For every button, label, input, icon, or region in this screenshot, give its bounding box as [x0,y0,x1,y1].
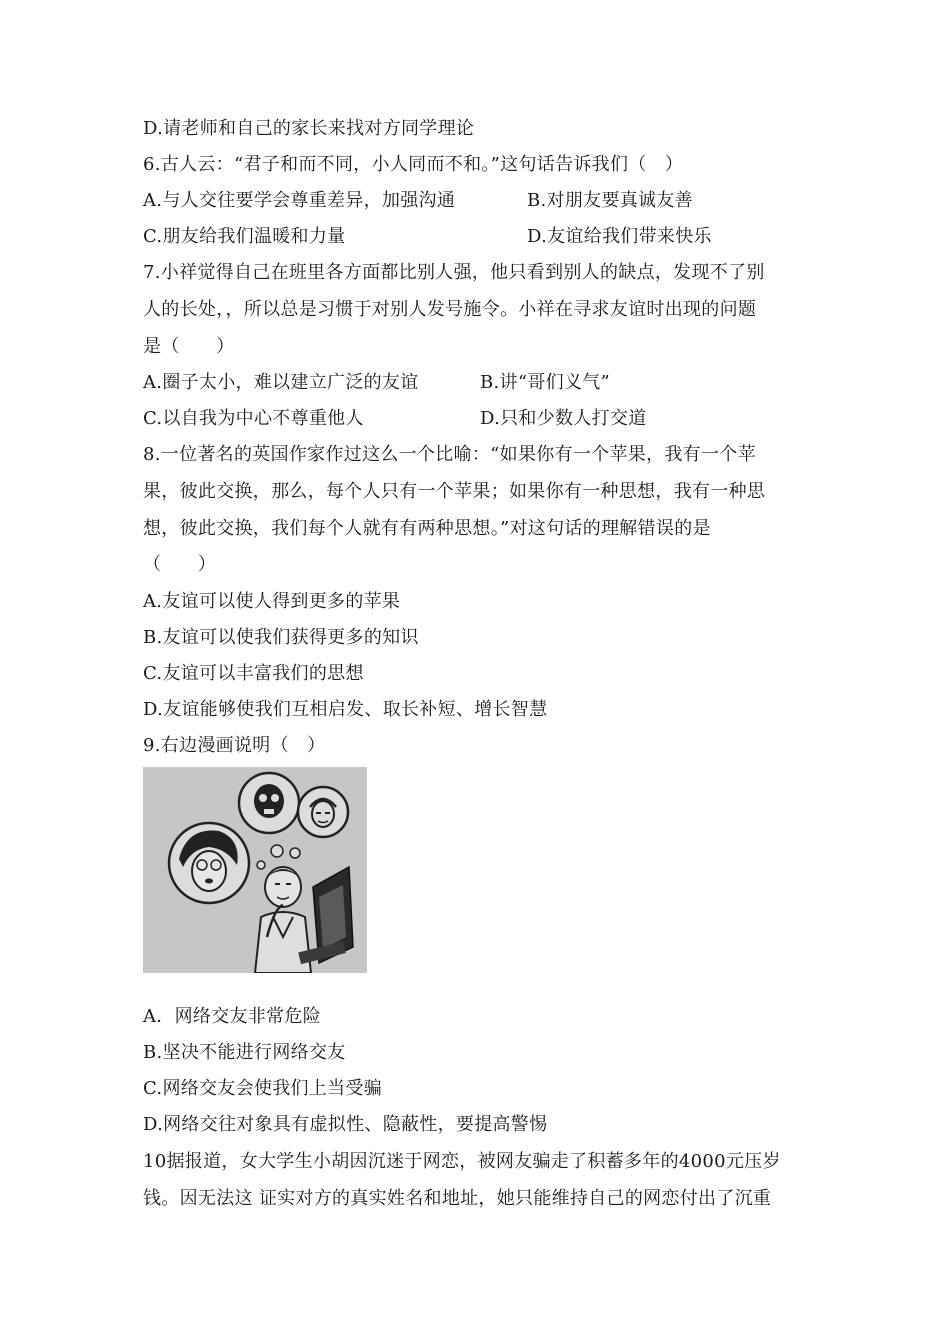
q7-stem-line2: 人的长处，，所以总是习惯于对别人发号施令。小祥在寻求友谊时出现的问题 [143,299,757,320]
thought-bubble-face [298,787,348,837]
q6-option-c: C.朋友给我们温暖和力量 [143,226,346,247]
q6-option-b: B.对朋友要真诚友善 [527,190,693,211]
q8-stem-line3: 想，彼此交换，我们每个人就有有两种思想。”对这句话的理解错误的是 [143,518,711,539]
q7-stem-line1: 7.小祥觉得自己在班里各方面都比别人强，他只看到别人的缺点，发现不了别 [143,262,765,283]
man-head [265,867,301,907]
q10-stem-line2: 钱。因无法这 证实对方的真实姓名和地址，她只能维持自己的网恋付出了沉重 [143,1188,772,1209]
q7-option-c: C.以自我为中心不尊重他人 [143,408,364,429]
q9-option-d: D.网络交往对象具有虚拟性、隐蔽性，要提高警惕 [143,1114,548,1135]
q8-stem-line2: 果，彼此交换，那么，每个人只有一个苹果；如果你有一种思想，我有一种思 [143,481,766,502]
q6-stem: 6.古人云：“君子和而不同，小人同而不和。”这句话告诉我们（ ） [143,154,684,175]
q5-option-d: D.请老师和自己的家长来找对方同学理论 [143,118,475,139]
q8-option-d: D.友谊能够使我们互相启发、取长补短、增长智慧 [143,699,548,720]
q7-stem-line3: 是（ ） [143,336,235,357]
q6-option-d: D.友谊给我们带来快乐 [527,226,712,247]
q8-stem-line4: （ ） [143,554,217,575]
q8-option-a: A.友谊可以使人得到更多的苹果 [143,591,401,612]
q9-option-b: B.坚决不能进行网络交友 [143,1042,346,1063]
q9-option-a: A．网络交友非常危险 [143,1006,321,1027]
q8-stem-line1: 8.一位著名的英国作家作过这么一个比喻：“如果你有一个苹果，我有一个苹 [143,444,756,465]
q9-stem: 9.右边漫画说明（ ） [143,735,326,756]
q8-option-c: C.友谊可以丰富我们的思想 [143,663,364,684]
q10-stem-line1: 10据报道，女大学生小胡因沉迷于网恋，被网友骗走了积蓄多年的4000元压岁 [143,1151,781,1172]
cartoon-illustration [143,767,367,973]
q9-option-c: C.网络交友会使我们上当受骗 [143,1078,383,1099]
cartoon-image [143,767,367,973]
q7-option-a: A.圈子太小，难以建立广泛的友谊 [143,372,419,393]
q8-option-b: B.友谊可以使我们获得更多的知识 [143,627,419,648]
man-body [255,912,311,973]
q7-option-d: D.只和少数人打交道 [480,408,647,429]
q6-option-a: A.与人交往要学会尊重差异，加强沟通 [143,190,456,211]
q7-option-b: B.讲“哥们义气” [480,372,611,393]
